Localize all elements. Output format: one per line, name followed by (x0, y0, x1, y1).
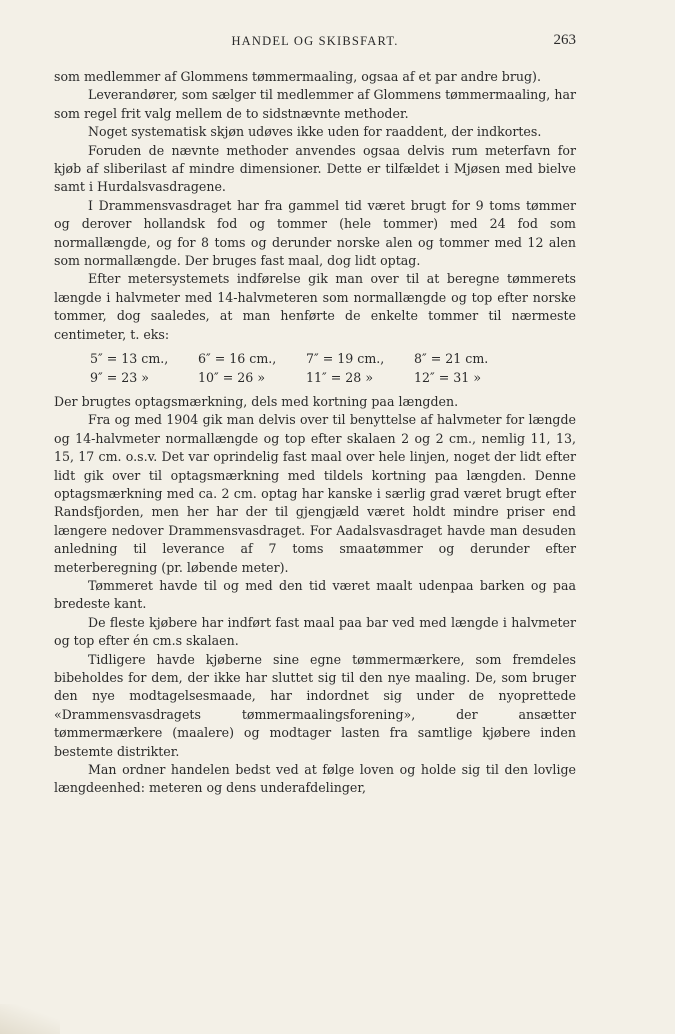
conversion-cell: 12″ = 31 » (414, 369, 482, 385)
paragraph: Fra og med 1904 gik man delvis over til benyttelse af halvmeter for længde og 14-halvmeter normallængde og top efter skalaen 2 og 2 cm., nemlig 11, 13, 15, 17 cm. o.s.v. Det var oprindelig fast maal over hele linjen, noget der lidt efter lidt gik over til optagsmærkning med tildels kortning paa længden. Denne optagsmærkning med ca. 2 cm. optag har kanske i særlig grad været brugt efter Randsfjorden, men her har der til gjengjæld været holdt mindre priser end længere nedover Drammensvasdraget. For Aadalsvasdraget havde man desuden anledning til leverance af 7 toms smaatømmer og derunder efter meterberegning (pr. løbende meter). (54, 412, 576, 575)
paragraph: Man ordner handelen bedst ved at følge loven og holde sig til den lovlige længdeenhed: meteren og dens underafdelinger, (54, 762, 576, 796)
conversion-row (90, 350, 576, 368)
conversion-table (90, 350, 576, 387)
body-text (54, 68, 576, 798)
conversion-cell: 8″ = 21 cm. (414, 351, 489, 367)
conversion-cell: 5″ = 13 cm., (90, 351, 169, 367)
paragraph: Tidligere havde kjøberne sine egne tømmermærkere, som fremdeles bibeholdes for dem, der ikke har sluttet sig til den nye maaling. De, som bruger den nye modtagelsesmaade, har indordnet sig under de nyoprettede «Drammensvasdragets tømmermaalingsforening», der ansætter tømmermærkere (maalere) og modtager lasten fra samtlige kjøbere inden bestemte distrikter. (54, 651, 576, 759)
conversion-cell: 11″ = 28 » (306, 369, 374, 385)
conversion-cell: 9″ = 23 » (90, 369, 150, 385)
conversion-cell: 10″ = 26 » (198, 369, 266, 385)
running-header (54, 34, 576, 54)
paragraph: Foruden de nævnte methoder anvendes ogsaa delvis rum meterfavn for kjøb af sliberilast af mindre dimensioner. Dette er tilfældet i Mjøsen med bielve samt i Hurdalsvasdragene. (54, 142, 576, 195)
book-page (54, 34, 576, 798)
paragraph: Efter metersystemets indførelse gik man over til at beregne tømmerets længde i halvmeter med 14-halvmeteren som normallængde og top efter norske tommer, dog saaledes, at man henførte de enkelte tommer til nærmeste centimeter, t. eks: (54, 271, 576, 342)
paragraph: Tømmeret havde til og med den tid været maalt udenpaa barken og paa bredeste kant. (54, 577, 576, 612)
conversion-cell: 6″ = 16 cm., (198, 351, 277, 367)
conversion-cell: 7″ = 19 cm., (306, 351, 385, 367)
paragraph: Der brugtes optagsmærkning, dels med kortning paa længden. (54, 393, 459, 409)
paragraph: som medlemmer af Glommens tømmermaaling, ogsaa af et par andre brug). (54, 69, 541, 84)
scan-shadow (0, 1004, 60, 1034)
conversion-row (90, 369, 576, 387)
header-title: HANDEL OG SKIBSFART. (231, 34, 399, 48)
paragraph: Leverandører, som sælger til medlemmer af Glommens tømmermaaling, har som regel frit valg mellem de to sidstnævnte methoder. (54, 87, 576, 121)
paragraph: Noget systematisk skjøn udøves ikke uden for raaddent, der indkortes. (88, 124, 542, 140)
paragraph: I Drammensvasdraget har fra gammel tid været brugt for 9 toms tømmer og derover hollandsk fod og tommer (hele tommer) med 24 fod som normallængde, og for 8 toms og derunder norske alen og tommer med 12 alen som normallængde. Der bruges fast maal, dog lidt optag. (54, 197, 576, 269)
paragraph: De fleste kjøbere har indført fast maal paa bar ved med længde i halvmeter og top efter én cm.s skalaen. (54, 614, 576, 649)
page-number: 263 (553, 32, 576, 48)
